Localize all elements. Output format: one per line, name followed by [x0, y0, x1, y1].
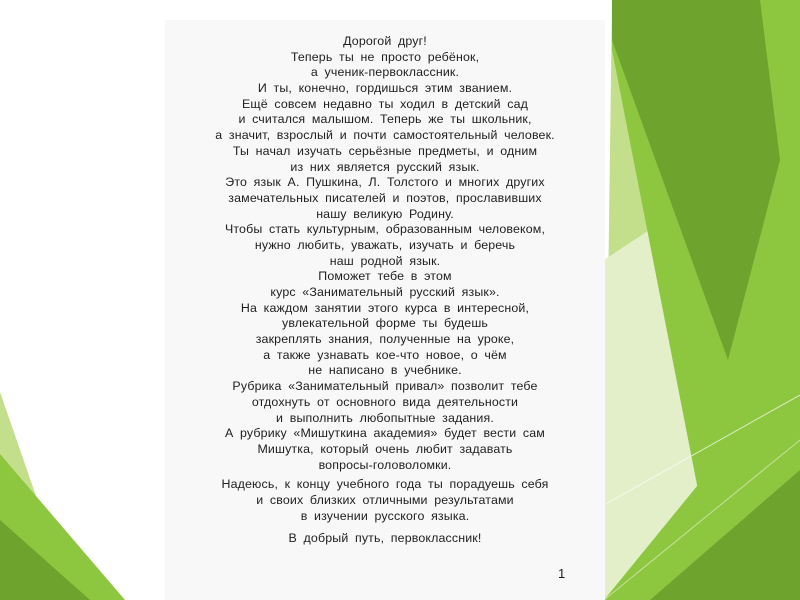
letter-closing: В добрый путь, первоклассник!: [288, 531, 482, 546]
letter-line: из них является русский язык.: [290, 159, 480, 174]
letter-line: и выполнить любопытные задания.: [276, 410, 494, 425]
letter-line: а также узнавать кое-что новое, о чём: [263, 347, 507, 362]
letter-line: закреплять знания, полученные на уроке,: [255, 332, 515, 347]
letter-line: Поможет тебе в этом: [318, 269, 452, 284]
letter-line: Чтобы стать культурным, образованным человеком,: [224, 222, 546, 237]
letter-line: Теперь ты не просто ребёнок,: [290, 49, 480, 64]
page-number: 1: [558, 566, 566, 581]
letter-line: вопросы-головоломки.: [318, 457, 452, 472]
letter-line: Это язык А. Пушкина, Л. Толстого и многих других: [225, 175, 545, 190]
letter-text: [165, 34, 605, 547]
letter-line: замечательных писателей и поэтов, прославивших: [228, 190, 542, 205]
letter-line: и считался малышом. Теперь же ты школьник,: [238, 112, 532, 127]
letter-line: и своих близких отличными результатами: [256, 492, 514, 507]
letter-line: наш родной язык.: [329, 253, 441, 268]
letter-line: Мишутка, который очень любит задавать: [257, 441, 513, 456]
letter-line: а значит, взрослый и почти самостоятельный человек.: [215, 128, 555, 143]
letter-line: нужно любить, уважать, изучать и беречь: [254, 237, 516, 252]
letter-line: Ещё совсем недавно ты ходил в детский сад: [241, 96, 528, 111]
letter-line: На каждом занятии этого курса в интересной,: [240, 300, 530, 315]
letter-line: в изучении русского языка.: [300, 508, 470, 523]
letter-line: курс «Занимательный русский язык».: [270, 285, 500, 299]
letter-line: А рубрику «Мишуткина академия» будет вести сам: [225, 426, 545, 441]
letter-line: а ученик-первоклассник.: [310, 65, 460, 80]
letter-line: И ты, конечно, гордишься этим званием.: [257, 81, 513, 96]
letter-greeting: Дорогой друг!: [343, 34, 427, 48]
letter-line: нашу великую Родину.: [316, 206, 454, 221]
letter-line: Надеюсь, к концу учебного года ты порадуешь себя: [221, 477, 549, 492]
letter-line: не написано в учебнике.: [308, 363, 462, 378]
letter-line: Рубрика «Занимательный привал» позволит тебе: [232, 379, 538, 394]
letter-line: Ты начал изучать серьёзные предметы, и одним: [232, 143, 538, 158]
letter-page: [165, 20, 605, 600]
letter-line: отдохнуть от основного вида деятельности: [251, 394, 519, 409]
letter-line: увлекательной форме ты будешь: [281, 316, 489, 331]
